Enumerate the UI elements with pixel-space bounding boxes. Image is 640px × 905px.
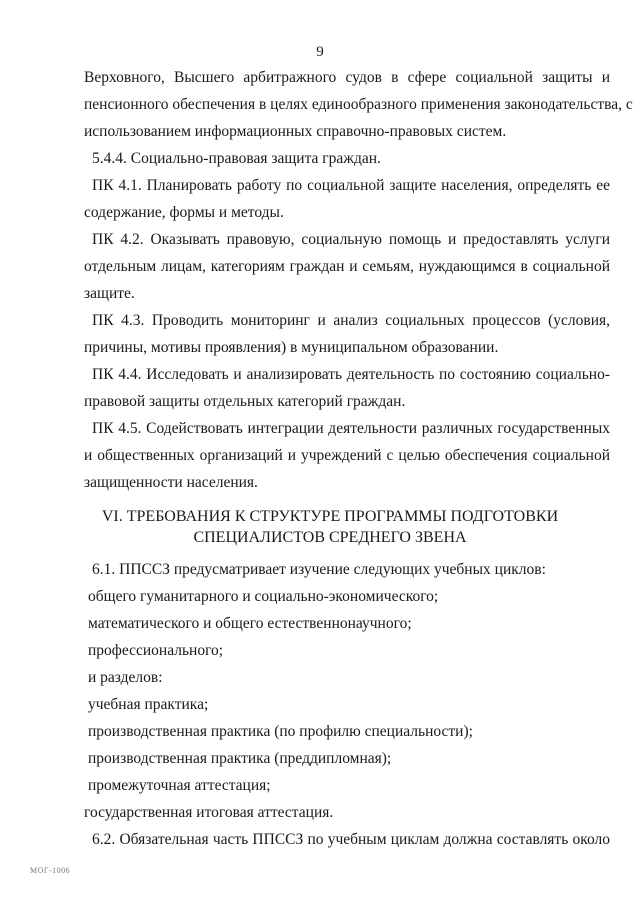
list-item: и разделов: — [88, 669, 163, 686]
list-item: промежуточная аттестация; — [88, 777, 271, 794]
text-line: содержание, формы и методы. — [84, 204, 284, 221]
footer-mark: МОГ-1006 — [30, 866, 71, 875]
text-line: и общественных организаций и учреждений с целью обеспечения социальной — [84, 447, 610, 464]
text-line: защищенности населения. — [84, 474, 258, 491]
list-item: производственная практика (преддипломная); — [88, 750, 392, 767]
text-line: 6.2. Обязательная часть ППССЗ по учебным циклам должна составлять около — [92, 831, 610, 848]
list-item: математического и общего естественнонаучного; — [88, 615, 412, 632]
text-line: 6.1. ППССЗ предусматривает изучение следующих учебных циклов: — [92, 561, 546, 578]
list-item: государственная итоговая аттестация. — [84, 804, 334, 821]
list-item: профессионального; — [88, 642, 224, 659]
list-item: учебная практика; — [88, 696, 209, 713]
section-heading-line-1: VI. ТРЕБОВАНИЯ К СТРУКТУРЕ ПРОГРАММЫ ПОДГОТОВКИ — [101, 508, 559, 525]
text-line: ПК 4.4. Исследовать и анализировать деятельность по состоянию социально- — [92, 366, 610, 383]
list-item: общего гуманитарного и социально-экономического; — [88, 588, 439, 605]
text-line: отдельным лицам, категориям граждан и семьям, нуждающимся в социальной — [84, 258, 610, 275]
text-line: причины, мотивы проявления) в муниципальном образовании. — [84, 339, 499, 356]
text-line: пенсионного обеспечения в целях единообразного применения законодательства, с — [84, 96, 633, 113]
text-line: ПК 4.1. Планировать работу по социальной защите населения, определять ее — [92, 177, 610, 194]
list-item: производственная практика (по профилю специальности); — [88, 723, 473, 740]
text-line: ПК 4.2. Оказывать правовую, социальную помощь и предоставлять услуги — [92, 231, 610, 248]
text-line: ПК 4.3. Проводить мониторинг и анализ социальных процессов (условия, — [92, 312, 610, 329]
text-line: ПК 4.5. Содействовать интеграции деятельности различных государственных — [92, 420, 610, 437]
section-subheading: 5.4.4. Социально-правовая защита граждан. — [92, 150, 381, 167]
text-line: использованием информационных справочно-правовых систем. — [84, 123, 507, 140]
text-line: правовой защиты отдельных категорий граждан. — [84, 393, 406, 410]
text-line: Верховного, Высшего арбитражного судов в сфере социальной защиты и — [84, 69, 610, 86]
text-line: защите. — [84, 285, 135, 302]
page-number: 9 — [316, 44, 324, 60]
section-heading-line-2: СПЕЦИАЛИСТОВ СРЕДНЕГО ЗВЕНА — [193, 529, 467, 546]
